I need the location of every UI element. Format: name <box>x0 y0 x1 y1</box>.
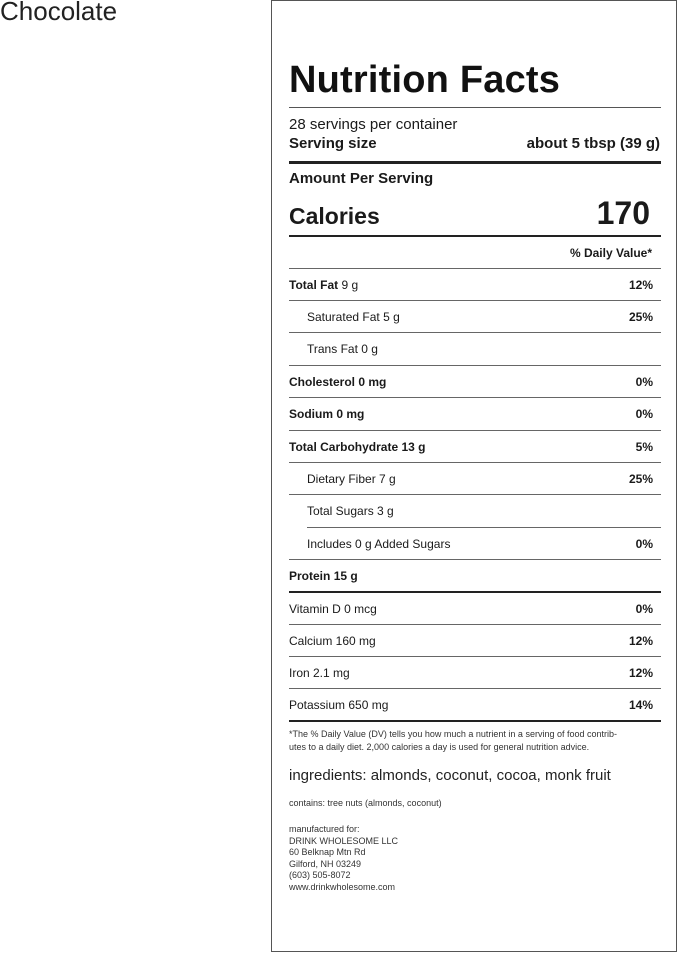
nutrient-amount: 0 mg <box>336 407 365 421</box>
nutrient-dv: 12% <box>628 278 653 292</box>
calories-value: 170 <box>596 195 650 231</box>
vitamin-label: Calcium 160 mg <box>289 634 376 648</box>
vitamin-dv: 0% <box>635 602 653 616</box>
footnote-line: *The % Daily Value (DV) tells you how much a nutrient in a serving of food contrib- <box>289 729 617 739</box>
vitamin-label: Potassium 650 mg <box>289 698 389 712</box>
vitamin-row-iron <box>289 656 661 688</box>
flavor-heading: Chocolate <box>0 0 118 26</box>
nutrient-row-sodium <box>289 397 661 429</box>
nutrient-amount: 0 g <box>361 342 378 356</box>
nutrient-amount: 13 g <box>401 440 426 454</box>
divider <box>289 107 661 108</box>
nutrition-label <box>271 0 677 952</box>
nutrient-dv: 0% <box>635 375 653 389</box>
nutrient-dv: 25% <box>628 472 653 486</box>
nutrient-amount: 15 g <box>333 569 358 583</box>
nutrient-label: Total Fat <box>289 278 339 292</box>
amount-per-serving: Amount Per Serving <box>289 170 434 187</box>
nutrient-row-total-fat <box>289 268 661 300</box>
nutrient-label: Total Carbohydrate <box>289 440 399 454</box>
nutrient-label: Total Sugars <box>307 504 374 518</box>
nutrient-row-total-carbohydrate <box>289 430 661 462</box>
nutrient-row-cholesterol <box>289 365 661 397</box>
nutrient-label: Protein <box>289 569 331 583</box>
manufacturer-heading: manufactured for: <box>289 824 360 834</box>
nutrient-row-protein <box>289 559 661 591</box>
allergen-statement: contains: tree nuts (almonds, coconut) <box>289 798 442 808</box>
divider-calories <box>289 235 661 237</box>
nutrient-dv: 0% <box>635 537 653 551</box>
manufacturer-website: www.drinkwholesome.com <box>289 881 396 892</box>
nutrient-row-trans-fat <box>289 332 661 364</box>
servings-per-container: 28 servings per container <box>289 116 458 133</box>
nutrient-amount: 9 g <box>341 278 359 292</box>
nutrient-amount: 7 g <box>379 472 396 486</box>
daily-value-footnote <box>289 728 617 754</box>
vitamin-dv: 12% <box>628 666 653 680</box>
serving-size-value: about 5 tbsp (39 g) <box>526 135 660 152</box>
nutrient-dv: 5% <box>635 440 653 454</box>
manufacturer-street: 60 Belknap Mtn Rd <box>289 847 366 858</box>
nutrient-label: Saturated Fat <box>307 310 380 324</box>
nutrient-label: Trans Fat <box>307 342 358 356</box>
nutrient-label: Dietary Fiber <box>307 472 376 486</box>
manufacturer-city: Gilford, NH 03249 <box>289 858 362 869</box>
nutrient-amount: 5 g <box>383 310 400 324</box>
nutrient-row-dietary-fiber <box>289 462 661 494</box>
nutrient-row-total-sugars <box>289 494 661 526</box>
daily-value-header: % Daily Value* <box>569 246 652 260</box>
vitamin-row-vitamin-d <box>289 591 661 623</box>
vitamin-row-calcium <box>289 624 661 656</box>
footnote-line: utes to a daily diet. 2,000 calories a day is used for general nutrition advice. <box>289 742 590 752</box>
vitamin-row-potassium <box>289 688 661 720</box>
nutrient-dv: 0% <box>635 407 653 421</box>
nutrient-row-added-sugars <box>307 527 661 559</box>
nutrition-facts-title: Nutrition Facts <box>289 59 561 101</box>
nutrient-row-saturated-fat <box>289 300 661 332</box>
ingredients-text: ingredients: almonds, coconut, cocoa, monk fruit <box>289 767 611 784</box>
nutrient-amount: 3 g <box>377 504 394 518</box>
manufacturer-phone: (603) 505-8072 <box>289 870 351 881</box>
nutrient-dv: 25% <box>628 310 653 324</box>
manufacturer-block <box>289 824 398 894</box>
nutrient-amount: 0 mg <box>358 375 387 389</box>
manufacturer-company: DRINK WHOLESOME LLC <box>289 835 399 846</box>
serving-size-label: Serving size <box>289 135 377 152</box>
divider-thick <box>289 161 661 164</box>
vitamin-label: Vitamin D 0 mcg <box>289 602 377 616</box>
nutrient-label: Includes 0 g Added Sugars <box>307 537 451 551</box>
vitamin-dv: 12% <box>628 634 653 648</box>
nutrient-label: Sodium <box>289 407 333 421</box>
calories-label: Calories <box>289 203 380 229</box>
vitamin-dv: 14% <box>628 698 653 712</box>
nutrient-label: Cholesterol <box>289 375 356 389</box>
vitamin-label: Iron 2.1 mg <box>289 666 350 680</box>
divider-vitamins <box>289 720 661 722</box>
